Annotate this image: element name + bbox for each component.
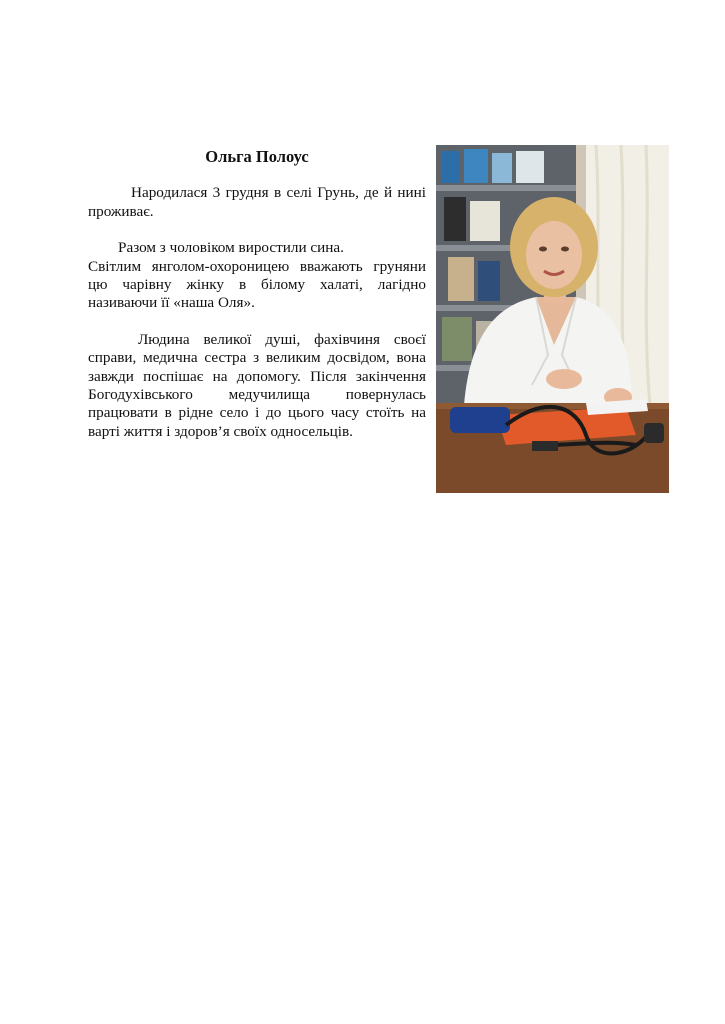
paragraph-nickname: Світлим янголом-охороницею вважають груняни цю чарівну жінку в білому халаті, лагідно називаючи її «наша Оля». <box>88 257 426 312</box>
portrait-photo-icon <box>436 145 669 493</box>
paragraph-career: Людина великої душі, фахівчиня своєї справи, медична сестра з великим досвідом, вона завжди поспішає на допомогу. Після закінчення Богодухівського медучилища повернулась працювати в рідне село і до цього часу стоїть на варті життя і здоров’я своїх односельців. <box>88 330 426 440</box>
paragraph-birth: Народилася 3 грудня в селі Грунь, де й нині проживає. <box>88 184 426 220</box>
portrait-photo <box>436 145 669 493</box>
paragraph-family: Разом з чоловіком виростили сина. <box>118 239 344 257</box>
page-title: Ольга Полоус <box>205 147 309 166</box>
biography-text <box>88 148 426 441</box>
